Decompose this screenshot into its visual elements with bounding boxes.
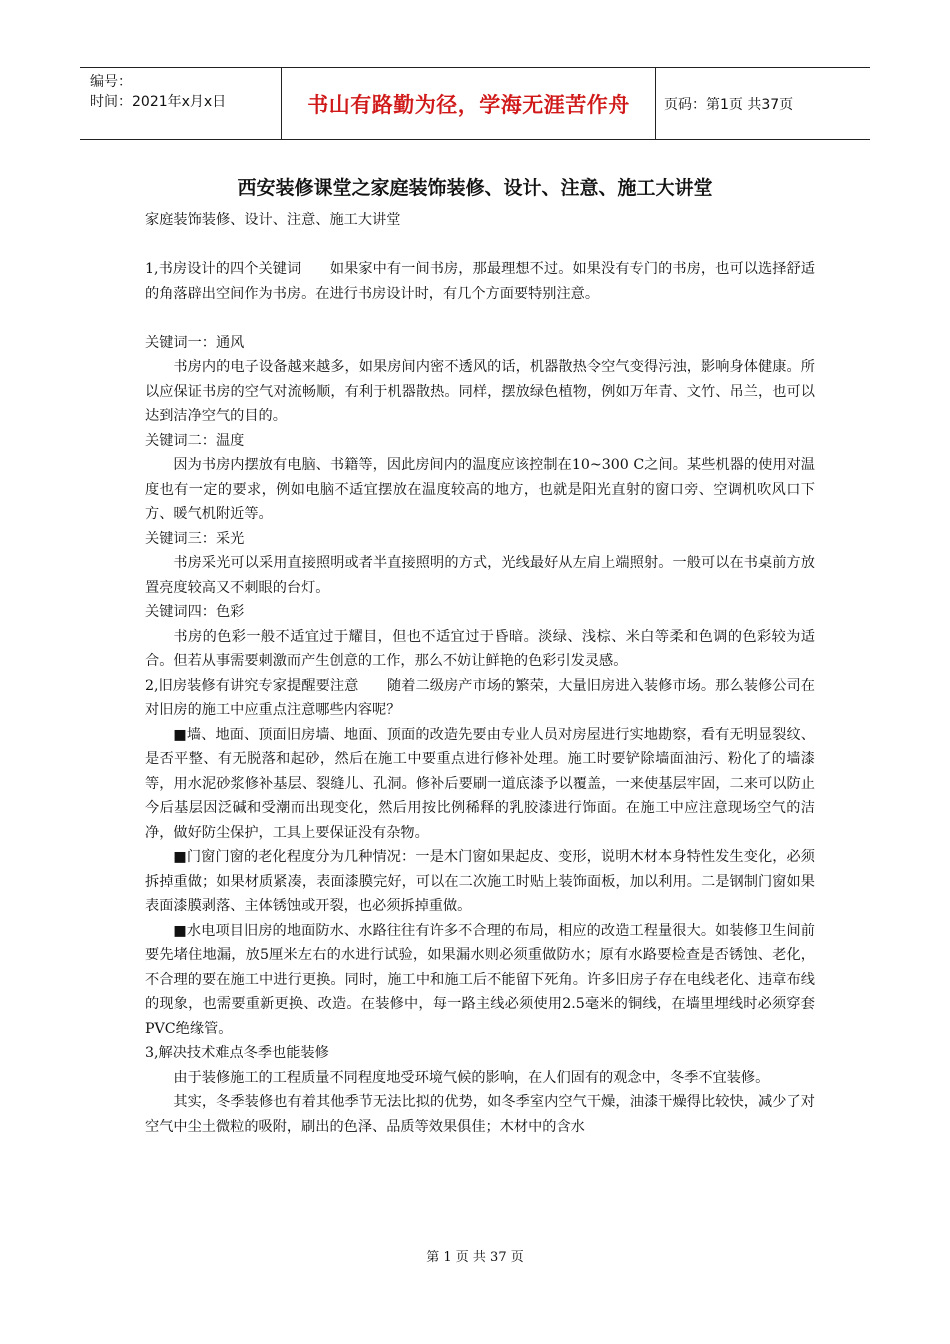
- header-motto: 书山有路勤为径，学海无涯苦作舟: [282, 68, 656, 139]
- header-page-label: 页码：第1页 共37页: [664, 96, 794, 113]
- page-footer: 第 1 页 共 37 页: [426, 1250, 524, 1265]
- section-3-heading: 3,解决技术难点冬季也能装修: [145, 1045, 329, 1061]
- section-2-plumbing: ■水电项目旧房的地面防水、水路往往有许多不合理的布局，相应的改造工程量很大。如装修卫生间前要先堵住地漏，放5厘米左右的水进行试验，如果漏水则必须重做防水；原有水路要检查是否锈蚀、老化，不合理的要在施工中进行更换。同时，施工中和施工后不能留下死角。许多旧房子存在电线老化、违章布线的现象，也需要重新更换、改造。在装修中，每一路主线必须使用2.5毫米的铜线，在墙里埋线时必须穿套PVC绝缘管。: [145, 922, 815, 1037]
- number-label: 编号：: [90, 74, 132, 90]
- page-header: [80, 67, 870, 140]
- keyword-3-heading: 关键词三：采光: [145, 530, 245, 547]
- section-3-para-2: 其实，冬季装修也有着其他季节无法比拟的优势，如冬季室内空气干燥，油漆干燥得比较快，减少了对空气中尘土微粒的吸附，刷出的色泽、品质等效果俱佳；木材中的含水: [145, 1094, 815, 1135]
- section-2-walls: ■墙、地面、顶面旧房墙、地面、顶面的改造先要由专业人员对房屋进行实地勘察，看有无明显裂纹、是否平整、有无脱落和起砂，然后在施工中要重点进行修补处理。施工时要铲除墙面油污、粉化了的墙漆等，用水泥砂浆修补基层、裂缝儿、孔洞。修补后要刷一道底漆予以覆盖，一来使基层牢固，二来可以防止今后基层因泛碱和受潮而出现变化，然后用按比例稀释的乳胶漆进行饰面。在施工中应注意现场空气的洁净，做好防尘保护，工具上要保证没有杂物。: [145, 726, 815, 841]
- document-title: 西安装修课堂之家庭装饰装修、设计、注意、施工大讲堂: [237, 177, 713, 199]
- spacer: [145, 233, 815, 258]
- keyword-1-heading: 关键词一：通风: [145, 334, 245, 351]
- spacer: [145, 306, 815, 331]
- header-left-cell: [80, 68, 282, 139]
- keyword-3-text: 书房采光可以采用直接照明或者半直接照明的方式，光线最好从左肩上端照射。一般可以在书桌前方放置亮度较高又不刺眼的台灯。: [145, 555, 815, 596]
- document-body: [145, 208, 815, 1139]
- keyword-1-text: 书房内的电子设备越来越多，如果房间内密不透风的话，机器散热令空气变得污浊，影响身体健康。所以应保证书房的空气对流畅顺，有利于机器散热。同样，摆放绿色植物，例如万年青、文竹、吊兰，也可以达到洁净空气的目的。: [145, 359, 815, 424]
- keyword-4-text: 书房的色彩一般不适宜过于耀目，但也不适宜过于昏暗。淡绿、浅棕、米白等柔和色调的色彩较为适合。但若从事需要刺激而产生创意的工作，那么不妨让鲜艳的色彩引发灵感。: [145, 628, 815, 669]
- keyword-4-heading: 关键词四：色彩: [145, 604, 245, 620]
- date-label: 时间：2021年x月x日: [90, 94, 227, 110]
- section-2-intro: 2,旧房装修有讲究专家提醒要注意 随着二级房产市场的繁荣，大量旧房进入装修市场。那么装修公司在对旧房的施工中应重点注意哪些内容呢？: [145, 677, 815, 718]
- section-2-doors: ■门窗门窗的老化程度分为几种情况：一是木门窗如果起皮、变形，说明木材本身特性发生变化，必须拆掉重做；如果材质紧凑，表面漆膜完好，可以在二次施工时贴上装饰面板，加以利用。二是钢制门窗如果表面漆膜剥落、主体锈蚀或开裂，也必须拆掉重做。: [145, 849, 815, 914]
- keyword-2-text: 因为书房内摆放有电脑、书籍等，因此房间内的温度应该控制在10~300 C之间。某些机器的使用对温度也有一定的要求，例如电脑不适宜摆放在温度较高的地方，也就是阳光直射的窗口旁、空调机吹风口下方、暖气机附近等。: [145, 457, 815, 522]
- section-3-para-1: 由于装修施工的工程质量不同程度地受环境气候的影响，在人们固有的观念中，冬季不宜装修。: [173, 1069, 770, 1086]
- section-1-intro: 1,书房设计的四个关键词 如果家中有一间书房，那最理想不过。如果没有专门的书房，也可以选择舒适的角落辟出空间作为书房。在进行书房设计时，有几个方面要特别注意。: [145, 261, 815, 302]
- subtitle: 家庭装饰装修、设计、注意、施工大讲堂: [145, 212, 401, 228]
- keyword-2-heading: 关键词二：温度: [145, 432, 245, 449]
